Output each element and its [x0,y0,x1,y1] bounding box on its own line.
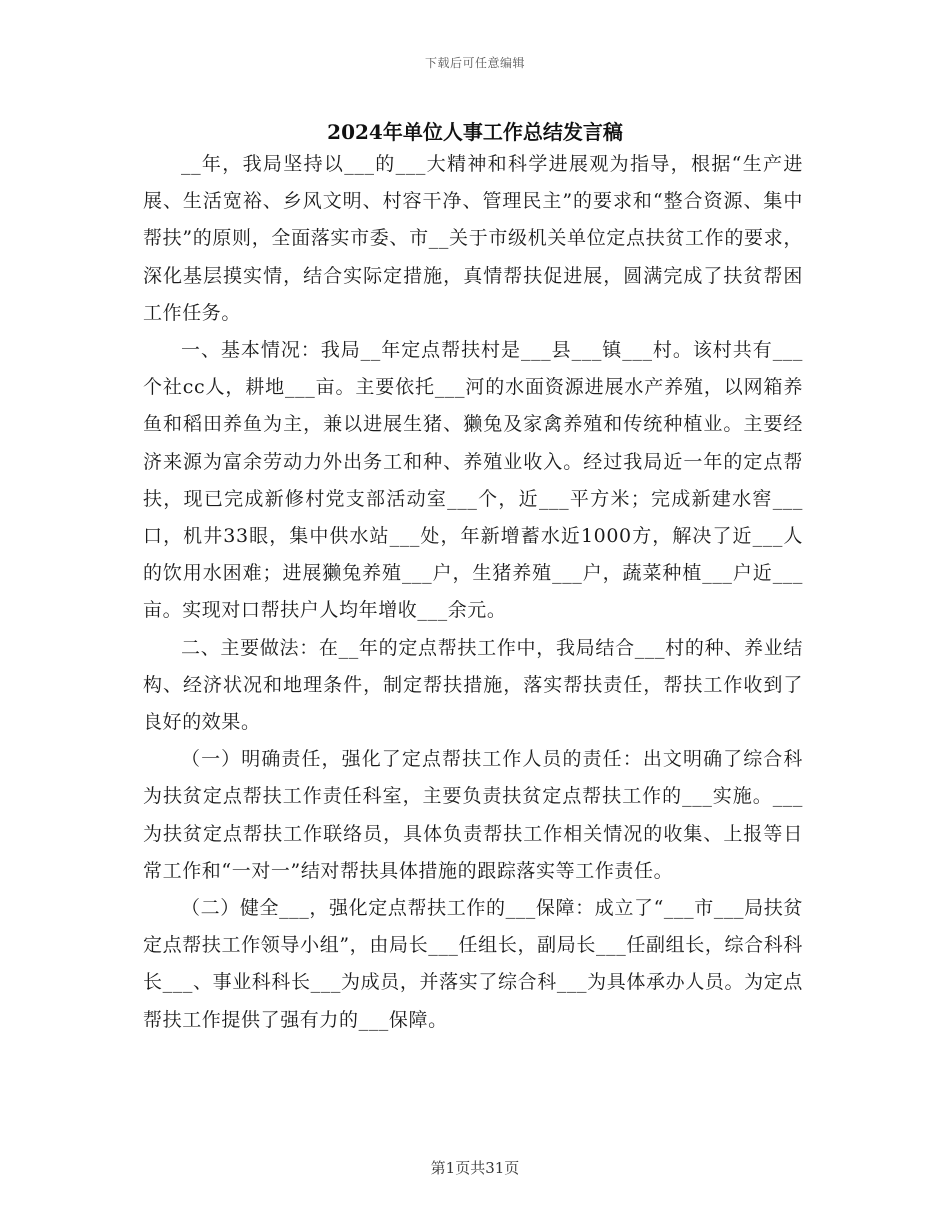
paragraph-intro: __年，我局坚持以___的___大精神和科学进展观为指导，根据“生产进展、生活宽裕、乡风文明、村容干净、管理民主”的要求和“整合资源、集中帮扶”的原则，全面落实市委、市__关于市级机关单位定点扶贫工作的要求，深化基层摸实情，结合实际定措施，真情帮扶促进展，圆满完成了扶贫帮困工作任务。 [143,153,803,324]
paragraph-main-practices: 二、主要做法：在__年的定点帮扶工作中，我局结合___村的种、养业结构、经济状况和地理条件，制定帮扶措施，落实帮扶责任，帮扶工作收到了良好的效果。 [143,636,803,734]
paragraph-basic-situation: 一、基本情况：我局__年定点帮扶村是___县___镇___村。该村共有___个社cc人，耕地___亩。主要依托___河的水面资源进展水产养殖，以网箱养鱼和稻田养鱼为主，兼以进展生猪、獭兔及家禽养殖和传统种植业。主要经济来源为富余劳动力外出务工和种、养殖业收入。经过我局近一年的定点帮扶，现已完成新修村党支部活动室___个，近___平方米；完成新建水窖___口，机井33眼，集中供水站___处，年新增蓄水近1000方，解决了近___人的饮用水困难；进展獭兔养殖___户，生猪养殖___户，蔬菜种植___户近___亩。实现对口帮扶户人均年增收___余元。 [143,339,803,622]
header-note: 下载后可任意编辑 [424,56,525,70]
paragraph-improve-organization: （二）健全___，强化定点帮扶工作的___保障：成立了“___市___局扶贫定点帮扶工作领导小组”，由局长___任组长，副局长___任副组长，综合科科长___、事业科科长___为成员，并落实了综合科___为具体承办人员。为定点帮扶工作提供了强有力的___保障。 [143,897,803,1031]
paragraph-clarify-responsibility: （一）明确责任，强化了定点帮扶工作人员的责任：出文明确了综合科为扶贫定点帮扶工作责任科室，主要负责扶贫定点帮扶工作的___实施。___为扶贫定点帮扶工作联络员，具体负责帮扶工作相关情况的收集、上报等日常工作和“一对一”结对帮扶具体措施的跟踪落实等工作责任。 [143,748,803,882]
page-number: 第1页共31页 [430,1159,520,1177]
document-title: 2024年单位人事工作总结发言稿 [327,120,623,144]
document-body [143,146,803,1039]
